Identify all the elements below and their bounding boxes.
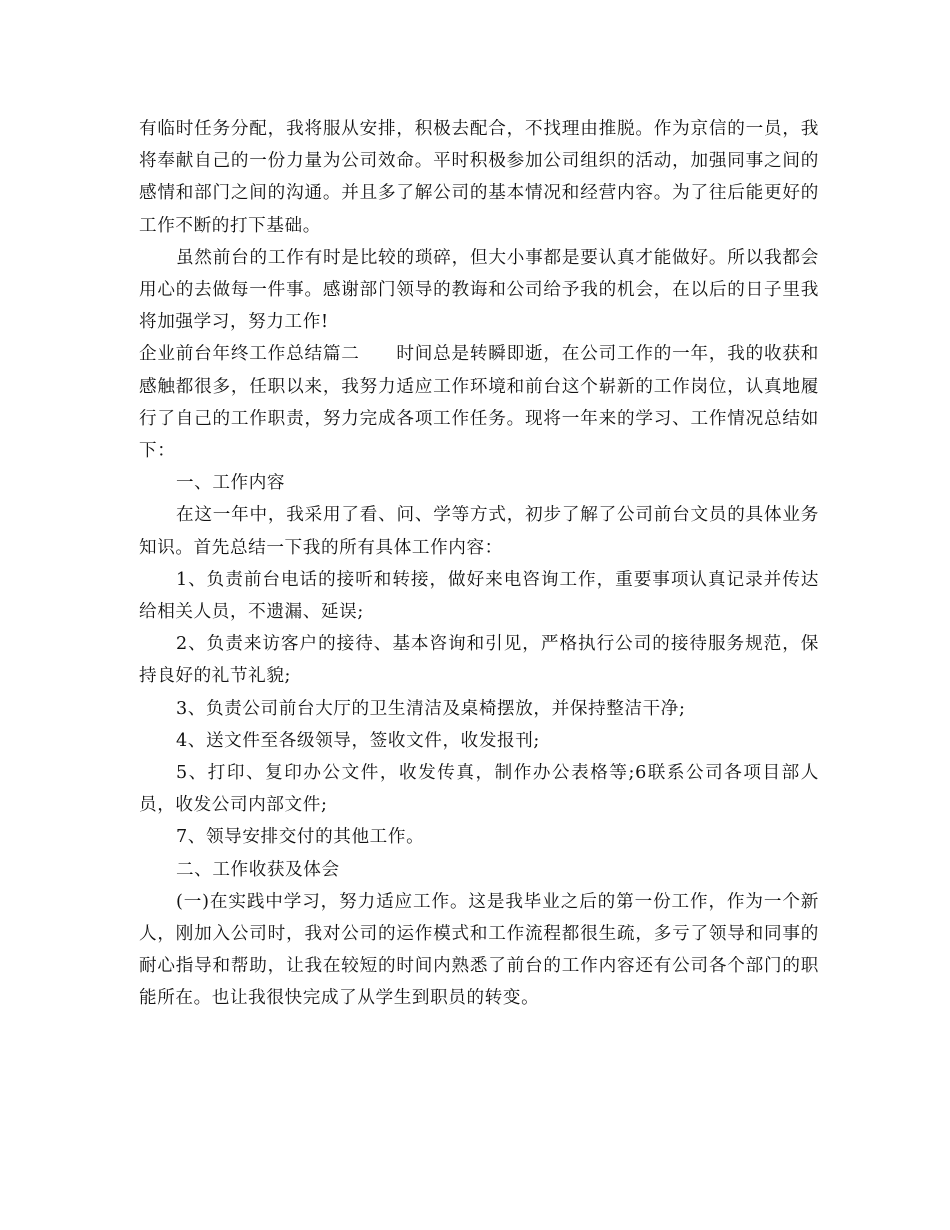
- section-heading-paragraph: 企业前台年终工作总结篇二 时间总是转瞬即逝，在公司工作的一年，我的收获和感触都很多，任职以来，我努力适应工作环境和前台这个崭新的工作岗位，认真地履行了自己的工作职责，努力完成各项工作任务。现将一年来的学习、工作情况总结如下：: [139, 344, 819, 462]
- list-item: 1、负责前台电话的接听和转接，做好来电咨询工作，重要事项认真记录并传达给相关人员，不遗漏、延误;: [139, 569, 819, 623]
- section-heading: 一、工作内容: [175, 473, 286, 494]
- list-item: 3、负责公司前台大厅的卫生清洁及桌椅摆放，并保持整洁干净;: [175, 698, 686, 719]
- list-item: 7、领导安排交付的其他工作。: [175, 827, 425, 848]
- paragraph: 在这一年中，我采用了看、问、学等方式，初步了解了公司前台文员的具体业务知识。首先总结一下我的所有具体工作内容：: [139, 505, 819, 558]
- list-item: 5、打印、复印办公文件，收发传真，制作办公表格等;6联系公司各项目部人员，收发公司内部文件;: [139, 763, 819, 816]
- list-item: 4、送文件至各级领导，签收文件，收发报刊;: [175, 730, 540, 751]
- document-body: [139, 113, 819, 1015]
- section-heading: 二、工作收获及体会: [175, 859, 340, 880]
- list-item: 2、负责来访客户的接待、基本咨询和引见，严格执行公司的接待服务规范，保持良好的礼节礼貌;: [139, 634, 819, 687]
- paragraph: 虽然前台的工作有时是比较的琐碎，但大小事都是要认真才能做好。所以我都会用心的去做每一件事。感谢部门领导的教诲和公司给予我的机会，在以后的日子里我将加强学习，努力工作!: [139, 247, 819, 333]
- paragraph: (一)在实践中学习，努力适应工作。这是我毕业之后的第一份工作，作为一个新人，刚加入公司时，我对公司的运作模式和工作流程都很生疏，多亏了领导和同事的耐心指导和帮助，让我在较短的时间内熟悉了前台的工作内容还有公司各个部门的职能所在。也让我很快完成了从学生到职员的转变。: [139, 891, 819, 1009]
- paragraph: 有临时任务分配，我将服从安排，积极去配合，不找理由推脱。作为京信的一员，我将奉献自己的一份力量为公司效命。平时积极参加公司组织的活动，加强同事之间的感情和部门之间的沟通。并且多了解公司的基本情况和经营内容。为了往后能更好的工作不断的打下基础。: [139, 119, 819, 236]
